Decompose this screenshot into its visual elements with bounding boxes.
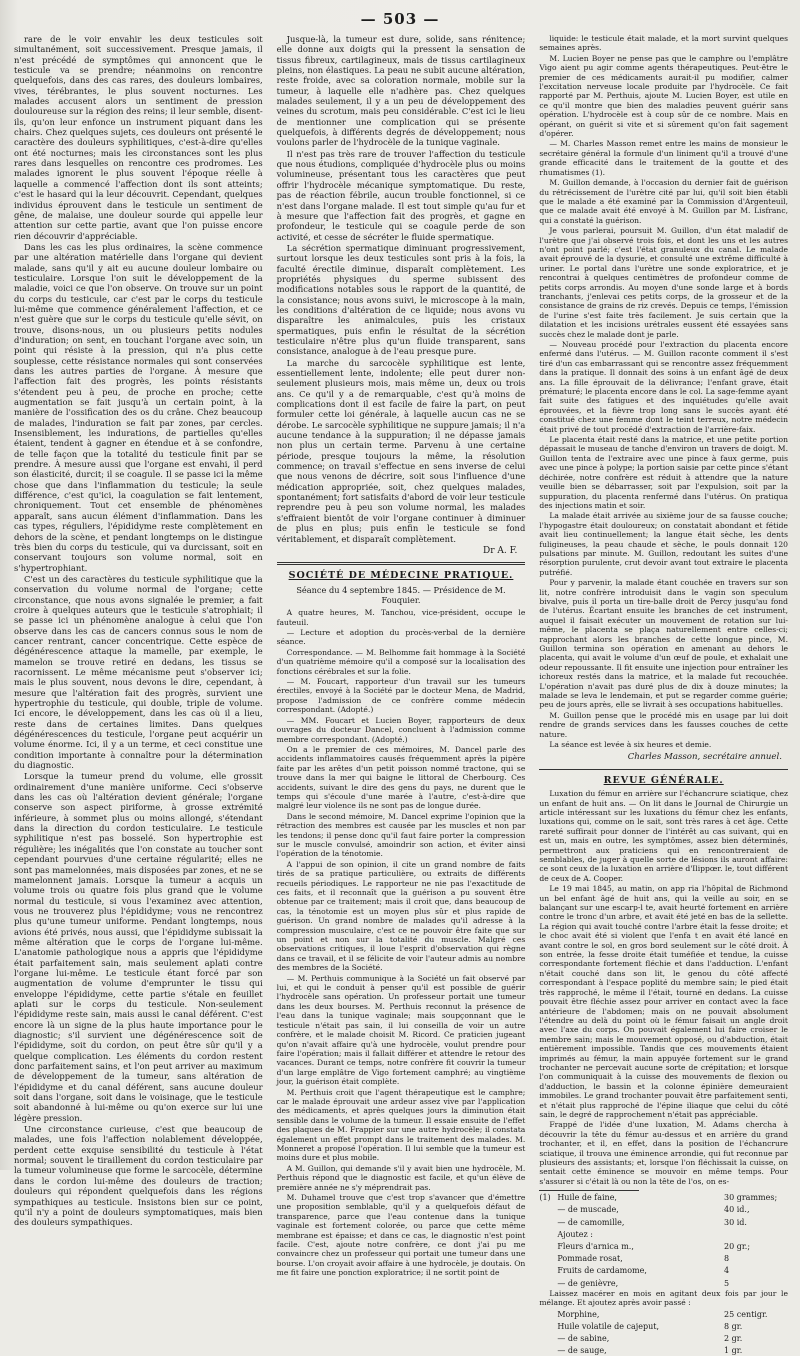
recipe-name: — de genièvre, [557, 1278, 619, 1288]
recipe-num: (1) [539, 1193, 551, 1203]
recipe-row [539, 1322, 788, 1332]
recipe-amt: 40 id., [724, 1205, 750, 1215]
paragraph: La sécrétion spermatique diminuant progressivement, surtout lorsque les deux testicules sont pris à la fois, la faculté érectile diminue, disparaît complètement. Les propriétés physiques du sperme subissent des modifications notables sous le rapport de la quantité, de la consistance; nous avons suivi, le microscope à la main, les conditions d'altération de ce liquide; nous avons vu disparaître les animalcules, puis les cristaux spermatiques, puis enfin le résultat de la sécrétion testiculaire n'être plus qu'un fluide transparent, sans consistance, analogue à de l'eau presque pure. [276, 242, 526, 357]
recipe-num [539, 1334, 557, 1344]
paragraph: M. Lucien Boyer ne pense pas que le camphre ou l'emplâtre Vigo aient pu agir comme agents thérapeutiques. Peut-être le premier de ces médicaments aurait-il pu modifier, calmer l'excitation nerveuse locale produite par l'hydrocèle. Ce fait rapporté par M. Perthuis, ajoute M. Lucien Boyer, est utile en ce qu'il montre que bien des maladies peuvent guérir sans opération. L'hydrocèle est à coup sûr de ce nombre. Mais en opérant, on guérit si vite et si sûrement qu'on fait sagement d'opérer. [539, 53, 788, 139]
paragraph: — Nouveau procédé pour l'extraction du placenta encore enfermé dans l'utérus. — M. Guillon raconte comment il s'est tiré d'un cas embarrassant qui se rencontre assez fréquemment dans la pratique. Il donnait des soins à un enfant âgé de deux ans. La fille éprouvait de la délivrance; l'enfant grave, était prématuré; le placenta encore dans le col. La sage-femme ayant fait suite des fatigues et des inquiétudes qu'elle avait éprouvées, et la fièvre trop long sans le succès ayant été constitué chez une femme dont le teint terreux, notre médecin était privé de tout procédé d'extraction de l'arrière-faix. [539, 340, 788, 434]
recipe-name: — de sabine, [557, 1334, 610, 1344]
recipe-list [539, 1193, 788, 1289]
paragraph: rare de le voir envahir les deux testicules soit simultanément, soit successivement. Presque jamais, il n'est précédé de symptômes qui annoncent que le testicule va se prendre; néanmoins on rencontre quelquefois, dans des cas rares, des douleurs lombaires, vives, térébrantes, le plus souvent nocturnes. Les malades accusent alors un sentiment de pression douloureuse sur la région des reins; il leur semble, disent-ils, qu'on leur enfonce un instrument piquant dans les chairs. Chez quelques sujets, ces douleurs ont présenté le caractère des douleurs syphilitiques, c'est-à-dire qu'elles ont été nocturnes; mais les circonstances sont les plus rares dans lesquelles on rencontre ces prodromes. Les malades ignorent le plus souvent l'époque réelle à laquelle a commencé l'affection dont ils sont atteints; c'est le hasard qui la leur découvrit. Cependant, quelques individus éprouvent dans le testicule un sentiment de gêne, de malaise, une douleur sourde qui appelle leur attention sur cette partie, avant que l'on puisse encore rien découvrir d'appréciable. [14, 34, 263, 241]
article-body [277, 34, 526, 544]
recipe-name: — de camomille, [557, 1217, 625, 1227]
recipe-amt: 20 gr.; [724, 1242, 751, 1252]
recipe-row [539, 1266, 788, 1276]
page-number: — 503 — [360, 10, 440, 28]
recipe-name: Morphine, [557, 1309, 600, 1319]
paragraph: Pour y parvenir, la malade étant couchée en travers sur son lit, notre confrère introduisit dans le vagin son speculum bivalve, puis il porta un tire-balle droit de Percy jusqu'au fond de l'utérus. Écartant ensuite les branches de cet instrument, auquel il faisait exécuter un mouvement de rotation sur lui-même, le placenta se plaça naturellement entre celles-ci; rapprochant alors les branches de cette longue pince, M. Guillon termina son opération en amenant au dehors le placenta, qui avait le volume d'un œuf de poule, et exhalait une odeur repoussante. Il fit ensuite une injection pour entraîner les ichoreux restés dans la matrice, et la malade fut recouchée. L'opération n'avait pas duré plus de dix à douze minutes; la malade se leva le lendemain, et put se regarder comme guérie; peu de jours après, elle se livrait à ses occupations habituelles. [539, 578, 788, 710]
recipe-amt: 1 gr. [724, 1346, 743, 1356]
paragraph: Le 19 mai 1845, au matin, on app ria l'hôpital de Richmond un bel enfant âgé de huit ans, qui la veille au soir, en se balançant sur une escarp-l te, avait heurté fortement en arrière contre le tronc d'un arbre, et avait été jeté en bas de la sellette. La région qui avait touché contre l'arbre était la fesse droite; et le choc avait été si violent que l'enfa t en avait été lancé en avant contre le sol, en gros bord seulement sur le côté droit. À son entrée, la fesse droite était tuméfiée et tendue, la cuisse correspondante fortement fléchie et dans l'adduction. L'enfant n'était couché dans son lit, le genou du côté affecté correspondant à l'espace poplité du membre sain; le pied était très rapproché, le même il l'était, tourné en dedans. La cuisse pouvait être fléchie assez pour arriver en contact avec la face antérieure de l'abdomen; mais on ne pouvait absolument l'étendre au delà du point où le fémur faisait un angle droit avec l'axe du corps. On pouvait également lui faire croiser le membre sain; mais le mouvement opposé, ou d'abduction, était entièrement impossible. Tandis que ces mouvements étaient imprimés au fémur, la main appuyée fortement sur le grand trochanter ne percevait aucune sorte de crépitation; et lorsque l'on communiquait à la cuisse des mouvements de flexion ou d'adduction, le bassin et la colonne épinière demeuraient immobiles. Le grand trochanter pouvait être parfaitement senti, et n'était plus rapproché de l'épine iliaque que celui du côté sain, le degré de rapprochement n'était pas appréciable. [539, 884, 788, 1119]
paragraph: Le placenta était resté dans la matrice, et une petite portion dépassait le museau de tanche d'environ un travers de doigt. M. Guillon tenta de l'extraire avec une pince à faux germe, puis avec une pince à polype; la portion saisie par cette pince s'étant déchirée, notre confrère est réduit à attendre que la nature veuille bien se débarrasser, soit par l'expulsion, soit par la suppuration, du placenta renfermé dans l'utérus. On pratiqua des injections matin et soir. [539, 435, 788, 510]
recipe-name: Fleurs d'arnica m., [557, 1242, 634, 1252]
paragraph: — M. Foucart, rapporteur d'un travail sur les tumeurs érectiles, envoyé à la Société par le docteur Mena, de Madrid, propose l'admission de ce confrère comme médecin correspondant. (Adopté.) [276, 677, 526, 715]
column-2 [277, 34, 526, 1356]
recipe-name: — de muscade, [557, 1205, 619, 1215]
paragraph: M. Duhamel trouve que c'est trop s'avancer que d'émettre une proposition semblable, qu'il y a quelquefois défaut de transparence, parce que l'eau contenue dans la tunique vaginale est fortement colorée, ou parce que cette même membrane est épaisse; et dans ce cas, le diagnostic n'est point facile. C'est, ajoute notre confrère, ce dont j'ai pu me convaincre chez un professeur qui portait une tumeur dans une bourse. L'on croyait avoir affaire à une hydrocèle, je doutais. On me fit faire une ponction exploratrice; il ne sortit point de [276, 1193, 526, 1278]
recipe-row [539, 1279, 788, 1289]
paragraph: Je vous parlerai, poursuit M. Guillon, d'un état maladif de l'urètre que j'ai observé trois fois, et dont les uns et les autres n'ont point parlé; c'est l'état granuleux du canal. Le malade avait éprouvé de la dysurie, et consulté une extrême difficulté à uriner. Le portal dans l'urètre une sonde exploratrice, et je rencontrai à quelques centimètres de profondeur comme de petits corps arrondis. Au moyen d'une sonde large et à bords tranchants, j'enlevai ces petits corps, de la grosseur et de la consistance de grains de riz crevés. Depuis ce temps, l'émission de l'urine s'est faite très facilement. Je suis certain que la dilatation et les incisions urétrales eussent été essayées sans succès chez le malade dont je parle. [539, 226, 788, 339]
review-title: REVUE GÉNÉRALE. [603, 774, 724, 786]
paragraph: — Lecture et adoption du procès-verbal de la dernière séance. [276, 628, 526, 647]
recipe-amt: 30 grammes; [724, 1193, 778, 1203]
recipe-row [539, 1218, 788, 1228]
paragraph: — M. Perthuis communique à la Société un fait observé par lui, et qui le conduit à penser qu'il est possible de guérir l'hydrocèle sans opération. Un professeur portait une tumeur dans les deux bourses. M. Perthuis reconnut la présence de l'eau dans la tunique vaginale; mais soupçonnant que le testicule n'était pas sain, il lui conseilla de voir un autre confrère, et le malade choisit M. Ricord. Ce praticien jugeant qu'on n'avait affaire qu'à une hydrocèle, voulut prendre pour faire l'opération; mais il fallait différer et attendre le retour des vacances. Durant ce temps, notre confrère fit couvrir la tumeur d'un large emplâtre de Vigo fortement camphré; au vingtième jour, la guérison était complète. [276, 973, 526, 1087]
recipe-num [539, 1230, 557, 1240]
paragraph: — MM. Foucart et Lucien Boyer, rapporteurs de deux ouvrages du docteur Dancel, concluent à l'admission comme membre correspondant. (Adopté.) [276, 715, 526, 744]
recipe-num [539, 1310, 557, 1320]
session-line: Séance du 4 septembre 1845. — Présidence de M. Fouquier. [296, 584, 506, 605]
recipe-amt [724, 1230, 788, 1240]
recipe-row [539, 1346, 788, 1356]
recipe-num [539, 1266, 557, 1276]
secretary-signature: Charles Masson, secrétaire annuel. [627, 752, 782, 763]
recipe-name: Huile de faine, [557, 1193, 617, 1203]
recipe-name: Ajoutez : [557, 1229, 593, 1239]
paragraph: On a le premier de ces mémoires, M. Dancel parle des accidents inflammatoires causés fréquemment après la pipère faite par les arêtes d'un petit poisson nommé tractone, qui se trouve dans la mer qui baigne le littoral de Cherbourg. Ces accidents, suivant le dire des gens du pays, ne durent que le temps qui s'écoule d'une marée à l'autre, c'est-à-dire que malgré leur violence ils ne sont pas de longue durée. [276, 744, 526, 811]
recipe-row [539, 1205, 788, 1215]
recipe-instruction: Laissez macérer en mois en agitant deux fois par jour le mélange. Et ajoutez après avoir passé : [539, 1288, 788, 1308]
recipe-row [539, 1242, 788, 1252]
paragraph: A M. Guillon, qui demande s'il y avait bien une hydrocèle, M. Perthuis répond que le diagnostic est facile, et qu'un élève de première année ne s'y méprendrait pas. [276, 1163, 526, 1192]
paragraph: La malade était arrivée au sixième jour de sa fausse couche; l'hypogastre était douloureux; on constatait abondant et fétide avait lieu continuellement; la langue était sèche, les dents fuligineuses, la peau chaude et sèche, le pouls donnait 120 pulsations par minute. M. Guillon, redoutant les suites d'une résorption purulente, crut devoir avant tout extraire le placenta putréfié. [539, 511, 788, 577]
paragraph: C'est un des caractères du testicule syphilitique que la conservation du volume normal de l'organe; cette circonstance, que nous avons signalée le premier, a fait croire à quelques auteurs que le testicule s'atrophiait; il se passe ici un phénomène analogue à celui que l'on observe dans les cas de cancers connus sous le nom de cancer rentrant, cancer concentrique. Cette espèce de dégénérescence attaque la mamelle, par exemple, le mamelon se trouve retiré en dedans, les tissus se racornissent. Le même mécanisme peut s'observer ici; mais le plus souvent, nous devons le dire, cependant, à mesure que l'altération fait des progrès, survient une hypertrophie du testicule, qui double, triple de volume. Ici encore, le développement, dans les cas où il a lieu, reste dans de certaines limites. Dans quelques dégénérescences du testicule, l'organe peut acquérir un volume énorme. Ici, il y a un terme, et ceci constitue une condition importante à connaître pour la détermination du diagnostic. [14, 573, 263, 771]
recipe-row [539, 1334, 788, 1344]
recipe-num [539, 1218, 557, 1228]
paragraph: M. Perthuis croit que l'agent thérapeutique est le camphre; car le malade éprouvait une ardeur assez vive par l'application des médicaments, et après quelques jours la diminution était sensible dans le volume de la tumeur. Il essaie ensuite de l'effet des plaques de M. Frappier sur une autre hydrocèle; il constata également un effet prompt dans le traitement des malades. M. Monneret a proposé l'opération. Il lui semble que la tumeur est moins dure et plus mobile. [276, 1087, 526, 1163]
recipe-name: Pommade rosat, [557, 1254, 623, 1264]
paragraph: Une circonstance curieuse, c'est que beaucoup de malades, une fois l'affection nolablement développée, perdent cette exquise sensibilité du testicule à l'état normal; souvent le tiraillement du cordon testiculaire par la tumeur volumineuse que forme le sarcocèle, détermine dans le cordon lui-même des douleurs de traction; douleurs qui répondent quelquefois dans les régions sympathiques au testicule. Insistons bien sur ce point, qu'il n'y a point de douleurs symptomatiques, mais bien des douleurs sympathiques. [14, 1124, 263, 1228]
paragraph: — M. Charles Masson remet entre les mains de monsieur le secrétaire général la formule d'un liniment qu'il a trouvé d'une grande efficacité dans le traitement de la goutte et des rhumatismes (1). [539, 139, 788, 177]
paragraph: M. Guillon demande, à l'occasion du dernier fait de guérison du rétrécissement de l'urètre cité par lui, qu'il soit bien établi que le malade a été examiné par la Commission d'Argenteuil, que ce malade avait été envoyé à M. Guillon par M. Lisfranc, qui a constaté la guérison. [539, 178, 788, 225]
footnote-divider [539, 1190, 638, 1191]
paragraph: Frappé de l'idée d'une luxation, M. Adams chercha à découvrir la tête du fémur au-dessus et en arrière du grand trochanter, et il, en effet, dans la position de l'échancrure sciatique, il trouva une éminence arrondie, qui fut reconnue par plusieurs des assistants; et, lorsque l'on fléchissait la cuisse, on sentait cette éminence se mouvoir en même temps. Pour s'assurer si c'était là ou non la tête de l'os, on es- [539, 1120, 788, 1186]
recipe-num [539, 1346, 557, 1356]
section-divider [277, 562, 526, 565]
recipe-num [539, 1205, 557, 1215]
paragraph: Luxation du fémur en arrière sur l'échancrure sciatique, chez un enfant de huit ans. — On lit dans le Journal de Chirurgie un article intéressant sur les luxations du fémur chez les enfants, luxations qui, comme on le sait, sont très rares à cet âge. Cette rareté suffirait pour donner de l'intérêt au cas suivant, qui en est un, mais en outre, les symptômes, assez bien déterminés, permettront aux praticiens qui en rencontreraient de semblables, de juger à quelle sorte de lésions ils auront affaire: ce sont ceux de la luxation en arrière d'Ilippœr. le, tout différent de ceux de A. Cooper. [539, 789, 788, 883]
section-title: SOCIÉTÉ DE MÉDECINE PRATIQUE. [288, 570, 514, 582]
minutes-continued [539, 34, 788, 749]
minutes-body [277, 608, 526, 1277]
paragraph: Jusque-là, la tumeur est dure, solide, sans rénitence; elle donne aux doigts qui la pressent la sensation de tissus fibreux, cartilagineux, mais de tissus cartilagineux pleins, non élastiques. La peau ne subit aucune altération, reste froide, avec sa coloration normale, mobile sur la tumeur, à laquelle elle n'adhère pas. Chez quelques malades seulement, il y a un peu de développement des veines du scrotum, mais peu considérable. C'est ici le lieu de mentionner une complication qui se présente quelquefois, à différents degrés de développement; nous voulons parler de l'hydrocèle de la tunique vaginale. [276, 34, 526, 148]
recipe-num [539, 1322, 557, 1332]
paragraph: Dans les cas les plus ordinaires, la scène commence par une altération matérielle dans l'organe qui devient malade, sans qu'il y ait eu aucune douleur lombaire ou testiculaire. Lorsque l'on suit le développement de la maladie, voici ce que l'on observe. On trouve sur un point du corps du testicule, car c'est par le corps du testicule lui-même que commence généralement l'affection, et ce n'est guère que sur le corps du testicule qu'elle sévit, on trouve, disons-nous, un ou plusieurs petits nodules d'induration; on sent, en touchant l'organe avec soin, un point qui résiste à la pression, qui n'a plus cette souplesse, cette résistance normales qui sont conservées dans les autres parties de l'organe. À mesure que l'affection fait des progrès, les points résistants s'étendent peu à peu, de proche en proche; cette augmentation se fait jusqu'à un certain point, à la manière de l'ossification des os du crâne. Chez beaucoup de malades, l'induration se fait par zones, par cercles. Insensiblement, les indurations, de partielles qu'elles étaient, tendent à gagner en étendue et à se confondre, de telle façon que la totalité du testicule finit par se prendre. À mesure aussi que l'organe est envahi, il perd son élasticité, durcit; il se coagule. Il se passe ici la même chose que dans l'inflammation du testicule; la seule différence, c'est qu'ici, la coagulation se fait lentement, chroniquement. Tout cet ensemble de phénomènes apparaît, sans aucun élément d'inflammation. Dans les cas types, réguliers, l'épididyme reste complètement en dehors de la scène, et pendant longtemps on le distingue très bien du corps du testicule, qui va durcissant, soit en conservant toujours son volume normal, soit en s'hypertrophiant. [14, 241, 263, 573]
signature: Dr A. F. [483, 545, 518, 556]
recipe-amt: 5 [724, 1278, 730, 1288]
recipe-amt: 25 centigr. [724, 1309, 768, 1319]
recipe-num [539, 1242, 557, 1252]
recipe-row [539, 1254, 788, 1264]
paragraph: M. Guillon pense que le procédé mis en usage par lui doit rendre de grands services dans les fausses couches de cette nature. [539, 710, 788, 739]
recipe-name: Huile volatile de cajeput, [557, 1321, 660, 1331]
columns [14, 34, 788, 1356]
recipe-row [539, 1310, 788, 1320]
recipe-amt: 4 [724, 1266, 730, 1276]
recipe-row [539, 1193, 788, 1203]
paragraph: Il n'est pas très rare de trouver l'affection du testicule que nous étudions, compliquée d'hydrocèle plus ou moins volumineuse, présentant tous les caractères que peut offrir l'hydrocèle mécanique symptomatique. Du reste, pas de réaction fébrile, aucun trouble fonctionnel, si ce n'est dans l'organe malade. Il est tout simple qu'au fur et à mesure que l'affection fait des progrès, et gagne en profondeur, le testicule qui se coagule perde de son activité, et cesse de sécréter le fluide spermatique. [276, 148, 526, 242]
recipe-amt: 30 id. [724, 1217, 747, 1227]
paragraph: Correspondance. — M. Belhomme fait hommage à la Société d'un quatrième mémoire qu'il a composé sur la localisation des fonctions cérébrales et sur la folie. [276, 647, 526, 676]
recipe-amt: 8 gr. [724, 1321, 743, 1331]
recipe-list-2 [539, 1310, 788, 1356]
paragraph: liquide: le testicule était malade, et la mort survint quelques semaines après. [539, 34, 788, 53]
paragraph: La marche du sarcocèle syphilitique est lente, essentiellement lente, indolente; elle peut durer non-seulement plusieurs mois, mais même un, deux ou trois ans. Ce qu'il y a de remarquable, c'est qu'à moins de complications dont il est facile de faire la part, on peut formuler cette loi générale, à laquelle aucun cas ne se dérobe. Le sarcocèle syphilitique ne suppure jamais; il n'a aucune tendance à la suppuration; il ne dépasse jamais non plus un certain terme. Parvenu à une certaine période, presque toujours la même, la résolution commence; on travail s'effectue en sens inverse de celui que nous venons de décrire, soit sous l'influence d'une médication appropriée, soit, chez quelques malades, spontanément; fort satisfaits d'abord de voir leur testicule reprendre peu à peu son volume normal, les malades s'effraient bientôt de voir l'organe continuer à diminuer de plus en plus; puis enfin le testicule se fond véritablement, et disparaît complètement. [276, 357, 526, 544]
review-body [539, 789, 788, 1186]
recipe-name: Fruits de cardamome, [557, 1266, 647, 1276]
recipe-name: — de sauge, [557, 1346, 607, 1356]
paragraph: Lorsque la tumeur prend du volume, elle grossit ordinairement d'une manière uniforme. Ceci s'observe dans les cas où l'altération devient générale; l'organe conserve son aspect piriforme, à grosse extrémité inférieure, à sommet plus ou moins allongé, s'étendant dans la direction du cordon testiculaire. Le testicule syphilitique n'est pas bosselé. Son hypertrophie est régulière; les inégalités que l'on constate au toucher sont cependant pourvues d'une certaine régularité; elles ne sont pas mamelonnées, mais disposées par zones, et ne se mamelonnent jamais. Lorsque la tumeur a acquis un volume trois ou quatre fois plus grand que le volume normal du testicule, si vous l'examinez avec attention, vous ne trouverez plus l'épididyme; vous ne rencontrez plus qu'une tumeur uniforme. Pendant longtemps, nous avions été privés, nous aussi, que l'épididyme subissait la même altération que le corps de l'organe lui-même. L'anatomie pathologique nous a appris que l'épididyme était parfaitement sain, mais seulement aplati contre l'organe lui-même. Le testicule étant forcé par son augmentation de volume d'emprunter le tissu qui enveloppe l'épididyme, cette partie s'étale en feuillet aplati sur le corps du testicule. Non-seulement l'épididyme reste sain, mais aussi le canal déférent. C'est encore là un signe de la plus haute importance pour le diagnostic; s'il survient une dégénérescence soit de l'épididyme, soit du cordon, on peut être sûr qu'il y a quelque complication. Les éléments du cordon restent donc parfaitement sains, et l'on peut arriver au maximum de développement de la tumeur, sans altération de l'épididyme et du canal déférent, sans aucune douleur soit dans l'organe, soit dans le voisinage, que le testicule soit abandonné à lui-même ou qu'on exerce sur lui une légère pression. [14, 771, 263, 1123]
recipe-row [539, 1230, 788, 1240]
section-divider [539, 769, 788, 770]
recipe-amt: 8 [724, 1254, 730, 1264]
paragraph: La séance est levée à six heures et demie. [549, 740, 712, 750]
recipe-amt: 2 gr. [724, 1334, 743, 1344]
recipe-num [539, 1254, 557, 1264]
column-1 [14, 34, 263, 1356]
paragraph: Dans le second mémoire, M. Dancel exprime l'opinion que la rétraction des membres est causée par les muscles et non par les tendons; il pense donc qu'il faut faire porter la compression sur le muscle convulsé, amoindrir son action, et éviter ainsi l'opération de la ténotomie. [276, 811, 526, 859]
recipe-num [539, 1279, 557, 1289]
paragraph: A quatre heures, M. Tanchou, vice-président, occupe le fauteuil. [276, 608, 526, 627]
paragraph: A l'appui de son opinion, il cite un grand nombre de faits tirés de sa pratique particulière, ou extraits de différents recueils périodiques. Le rapporteur ne nie pas l'exactitude de ces faits, et il reconnaît que la guérison a pu souvent être obtenue par ce traitement; mais il croit que, dans beaucoup de cas, la ténotomie est un moyen plus sûr et plus rapide de guérison. Un grand nombre de malades qu'il adresse à la compression musculaire, c'est ce ne pouvoir être faite que sur un point et non sur la totalité du muscle. Malgré ces observations critiques, il loue l'esprit d'observation qui règne dans ce travail, et il se félicite de voir l'auteur admis au nombre des membres de la Société. [276, 859, 526, 973]
column-3 [539, 34, 788, 1356]
